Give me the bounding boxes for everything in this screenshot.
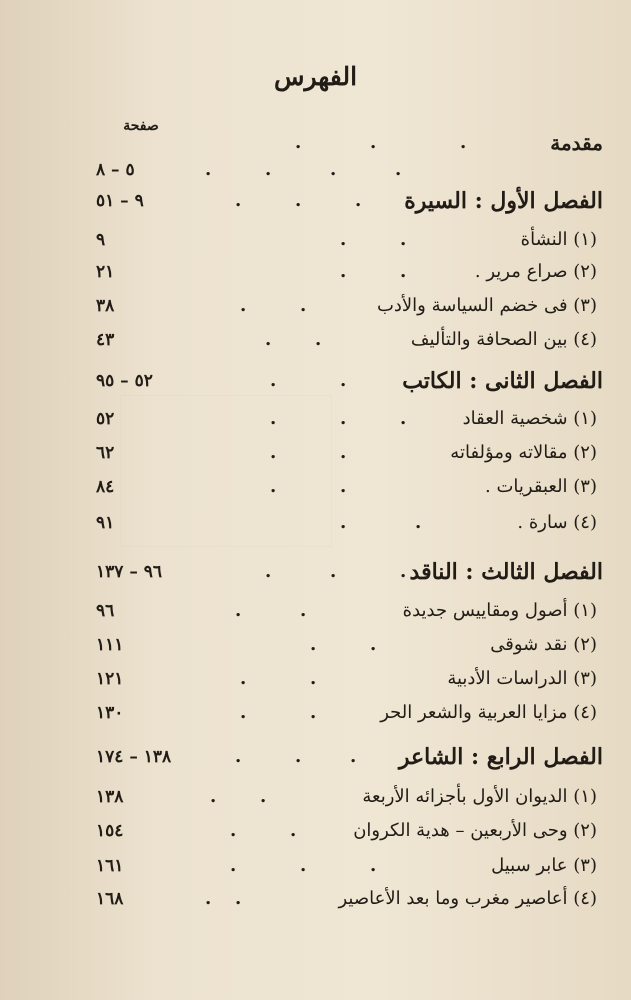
leader-dot: . xyxy=(295,132,302,153)
toc-entry-title: (٢) صراع مرير . xyxy=(474,261,597,282)
toc-page-number: ١٦٨ xyxy=(96,889,124,909)
toc-entry-row xyxy=(0,508,631,542)
leader-dot: . xyxy=(230,820,237,841)
toc-entry-row xyxy=(0,664,631,698)
toc-page-number: ١١١ xyxy=(96,635,124,655)
toc-entry-title: (٤) أعاصير مغرب وما بعد الأعاصير xyxy=(338,888,597,909)
leader-dot: . xyxy=(415,512,422,533)
toc-entry-row xyxy=(0,291,631,325)
toc-page-number: ٨٤ xyxy=(96,477,115,497)
toc-entry-title: (١) النشأة xyxy=(520,229,597,250)
leader-dot: . xyxy=(235,746,242,767)
toc-entry-title: (٤) بين الصحافة والتأليف xyxy=(410,329,597,350)
leader-dot: . xyxy=(350,746,357,767)
toc-entry-title: (٤) سارة . xyxy=(517,512,597,533)
toc-page-number: ٤٣ xyxy=(96,330,115,350)
leader-dot: . xyxy=(300,855,307,876)
toc-page-number: ٩٦ – ١٣٧ xyxy=(96,562,163,582)
toc-entry-title: مقدمة xyxy=(550,131,603,155)
toc-chapter-row xyxy=(0,366,631,400)
toc-entry-title: الفصل الرابع : الشاعر xyxy=(398,744,603,770)
toc-page-number: ٥٢ – ٩٥ xyxy=(96,371,153,391)
leader-dot: . xyxy=(230,855,237,876)
toc-entry-title: (١) أصول ومقاييس جديدة xyxy=(402,600,597,621)
toc-entry-title: (١) الديوان الأول بأجزائه الأربعة xyxy=(362,786,597,807)
toc-page-number: ١٢١ xyxy=(96,669,124,689)
leader-dot: . xyxy=(205,159,212,180)
leader-dot: . xyxy=(310,634,317,655)
leader-dot: . xyxy=(400,229,407,250)
toc-entry-title: (٤) مزايا العربية والشعر الحر xyxy=(380,702,597,723)
toc-chapter-row xyxy=(0,186,631,220)
toc-page-number: ١٣٨ xyxy=(96,787,124,807)
leader-dot: . xyxy=(260,786,267,807)
leader-dot: . xyxy=(370,855,377,876)
toc-entry-title: (٣) الدراسات الأدبية xyxy=(447,668,597,689)
toc-entry-title: الفصل الثانى : الكاتب xyxy=(402,368,603,394)
leader-dot: . xyxy=(265,561,272,582)
page-title: الفهرس xyxy=(273,62,358,91)
leader-dot: . xyxy=(270,370,277,391)
leader-dot: . xyxy=(235,190,242,211)
toc-entry-title: (٣) العبقريات . xyxy=(485,476,597,497)
toc-entry-title: الفصل الثالث : الناقد xyxy=(409,559,603,585)
leader-dot: . xyxy=(340,408,347,429)
toc-entry-row xyxy=(0,472,631,506)
leader-dot: . xyxy=(340,229,347,250)
toc-page-number: ١٣٠ xyxy=(96,703,124,723)
toc-entry-row xyxy=(0,851,631,885)
toc-entry-title: (٢) مقالاته ومؤلفاته xyxy=(450,442,597,463)
toc-page-number: ١٦١ xyxy=(96,856,124,876)
leader-dot: . xyxy=(265,329,272,350)
leader-dot: . xyxy=(210,786,217,807)
leader-dot: . xyxy=(235,888,242,909)
leader-dot: . xyxy=(400,561,407,582)
leader-dot: . xyxy=(330,159,337,180)
toc-entry-row xyxy=(0,155,631,189)
leader-dot: . xyxy=(355,190,362,211)
leader-dot: . xyxy=(310,702,317,723)
toc-entry-row xyxy=(0,404,631,438)
toc-page-number: ٩٦ xyxy=(96,601,115,621)
leader-dot: . xyxy=(340,370,347,391)
leader-dot: . xyxy=(270,408,277,429)
toc-entry-row xyxy=(0,257,631,291)
toc-entry-row xyxy=(0,596,631,630)
toc-page-number: ١٣٨ – ١٧٤ xyxy=(96,747,172,767)
toc-chapter-row xyxy=(0,742,631,776)
leader-dot: . xyxy=(235,600,242,621)
leader-dot: . xyxy=(370,132,377,153)
leader-dot: . xyxy=(295,190,302,211)
leader-dot: . xyxy=(300,295,307,316)
leader-dot: . xyxy=(400,261,407,282)
leader-dot: . xyxy=(310,668,317,689)
toc-entry-title: (٢) وحى الأربعين – هدية الكروان xyxy=(353,820,597,841)
leader-dot: . xyxy=(240,295,247,316)
toc-page-number: ٩ – ٥١ xyxy=(96,191,144,211)
toc-chapter-row xyxy=(0,557,631,591)
toc-entry-title: (٢) نقد شوقى xyxy=(490,634,597,655)
toc-page-number: ٩١ xyxy=(96,513,115,533)
toc-entry-row xyxy=(0,698,631,732)
toc-page-number: ٩ xyxy=(96,230,106,250)
leader-dot: . xyxy=(265,159,272,180)
leader-dot: . xyxy=(340,442,347,463)
toc-entry-title: (١) شخصية العقاد xyxy=(462,408,597,429)
leader-dot: . xyxy=(270,476,277,497)
leader-dot: . xyxy=(340,512,347,533)
page-column-label: صفحة xyxy=(123,118,159,134)
leader-dot: . xyxy=(295,746,302,767)
leader-dot: . xyxy=(300,600,307,621)
leader-dot: . xyxy=(340,476,347,497)
toc-page-number: ٢١ xyxy=(96,262,115,282)
leader-dot: . xyxy=(240,668,247,689)
toc-entry-row xyxy=(0,325,631,359)
toc-entry-row xyxy=(0,438,631,472)
toc-page-number: ٥٢ xyxy=(96,409,115,429)
toc-page-number: ٣٨ xyxy=(96,296,115,316)
toc-page-number: ٦٢ xyxy=(96,443,115,463)
leader-dot: . xyxy=(400,408,407,429)
toc-entry-row xyxy=(0,225,631,259)
toc-page-number: ٥ – ٨ xyxy=(96,160,135,180)
toc-entry-row xyxy=(0,884,631,918)
leader-dot: . xyxy=(270,442,277,463)
leader-dot: . xyxy=(240,702,247,723)
leader-dot: . xyxy=(395,159,402,180)
toc-entry-title: (٣) فى خضم السياسة والأدب xyxy=(376,295,597,316)
leader-dot: . xyxy=(205,888,212,909)
leader-dot: . xyxy=(340,261,347,282)
leader-dot: . xyxy=(290,820,297,841)
toc-entry-row xyxy=(0,816,631,850)
toc-page-number: ١٥٤ xyxy=(96,821,124,841)
leader-dot: . xyxy=(330,561,337,582)
toc-entry-title: الفصل الأول : السيرة xyxy=(404,188,603,214)
leader-dot: . xyxy=(370,634,377,655)
toc-entry-row xyxy=(0,782,631,816)
toc-entry-row xyxy=(0,630,631,664)
toc-entry-title: (٣) عابر سبيل xyxy=(491,855,597,876)
leader-dot: . xyxy=(460,132,467,153)
leader-dot: . xyxy=(315,329,322,350)
